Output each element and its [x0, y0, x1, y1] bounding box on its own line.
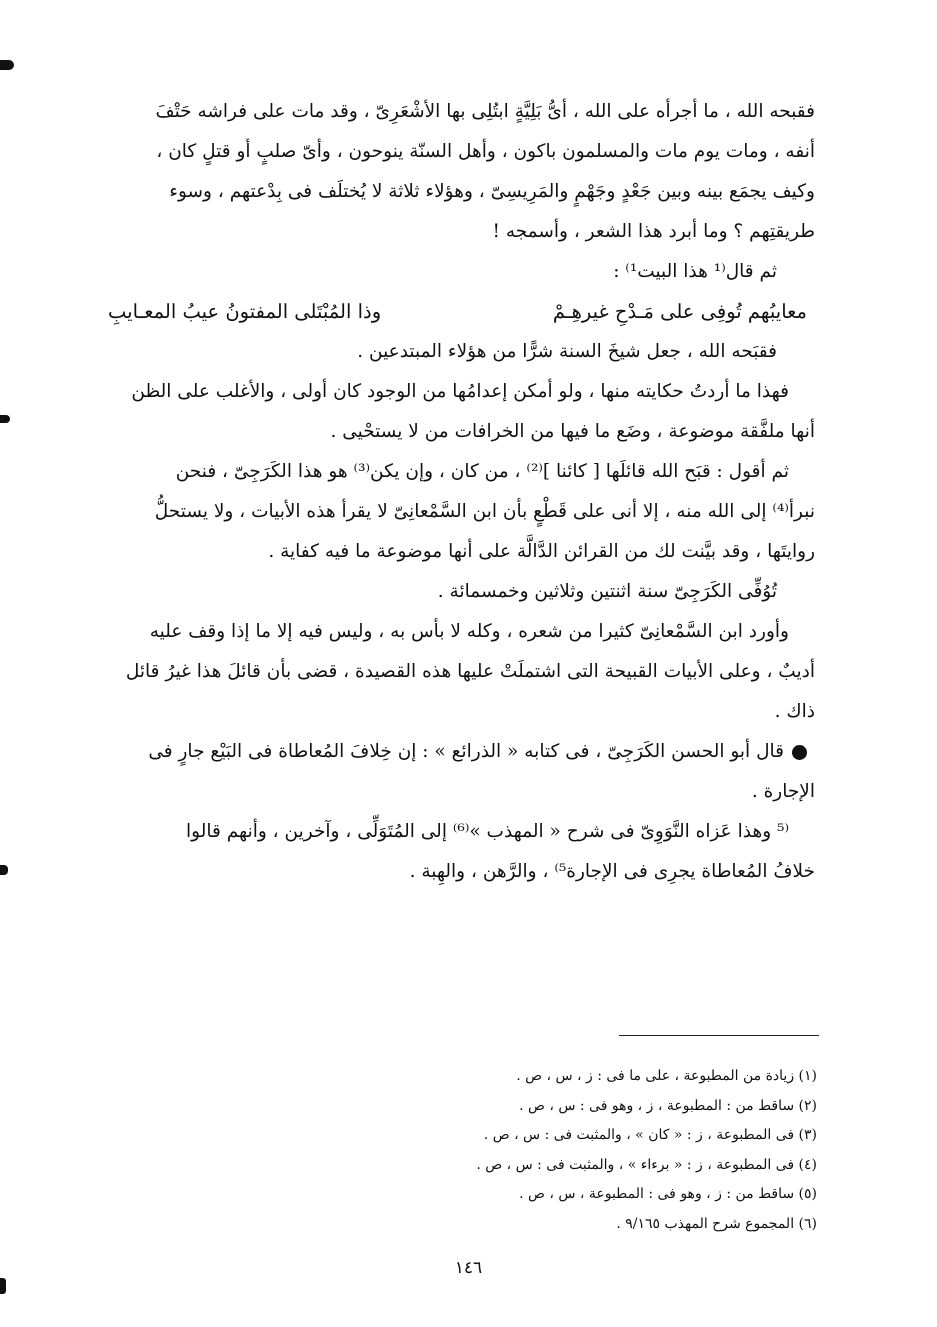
footnote: (٣) فى المطبوعة ، ز : « كان » ، والمثبت فى : س ، ص . — [483, 1127, 817, 1143]
scan-edge-mark — [0, 60, 14, 70]
text-line: وأورد ابن السَّمْعانِىّ كثيرا من شعره ، وكله لا بأس به ، وليس فيه إلا ما إذا وقف عليه — [149, 621, 789, 642]
text-line: نبرأ⁽⁴⁾ إلى الله منه ، إلا أنى على قَطْعٍ بأن ابن السَّمْعانِىّ لا يقرأ هذه الأبيات ، ولا يستحلُّ — [154, 501, 815, 522]
text-line: ثم أقول : قبَح الله قائلَها [ كائنا ]⁽²⁾ ، من كان ، وإن يكن⁽³⁾ هو هذا الكَرَجِىّ ، فنحن — [175, 461, 789, 482]
footnote: (٦) المجموع شرح المهذب ٩/١٦٥ . — [616, 1215, 817, 1232]
text-line: روايتَها ، وقد بيَّنت لك من القرائن الدَّالَّة على أنها موضوعة ما فيه كفاية . — [268, 541, 815, 562]
footnote-divider — [619, 1035, 819, 1036]
verse-hemistich-first: معايبُهم تُوفِى على مَـدْحِ غيرهِـمْ — [552, 300, 807, 323]
text-line: الإجارة . — [751, 781, 815, 802]
scan-edge-mark — [0, 865, 8, 875]
footnote: (٤) فى المطبوعة ، ز : « برءاء » ، والمثبت فى : س ، ص . — [476, 1156, 817, 1173]
text-line: ⁽⁵ وهذا عَزاه النَّوَوِىّ فى شرح « المهذب »⁽⁶⁾ إلى المُتَوَلِّى ، وآخرين ، وأنهم قالوا — [186, 821, 789, 842]
page-number: ١٤٦ — [454, 1258, 483, 1278]
text-line: وكيف يجمَع بينه وبين جَعْدٍ وجَهْمٍ والمَرِيسِىّ ، وهؤلاء ثلاثة لا يُختلَف فى بِدْعتهم ، وسوء — [169, 181, 815, 202]
bullet-icon — [792, 745, 807, 760]
text-line: أنها ملفَّقة موضوعة ، وضَع ما فيها من الخرافات من لا يستحْيى . — [330, 421, 815, 442]
page-body — [90, 92, 815, 892]
footnote: (٢) ساقط من : المطبوعة ، ز ، وهو فى : س ، ص . — [519, 1097, 817, 1114]
text-line: خلافُ المُعاطاة يجرِى فى الإجارة⁵⁾ ، والرَّهن ، والهِبة . — [409, 861, 815, 882]
footnote: (١) زيادة من المطبوعة ، على ما فى : ز ، س ، ص . — [516, 1068, 817, 1084]
text-line: ثم قال⁽¹ هذا البيت¹⁾ : — [613, 261, 777, 282]
text-line: طريقتِهم ؟ وما أبرد هذا الشعر ، وأسمجه ! — [492, 221, 815, 242]
text-line: أديبٌ ، وعلى الأبيات القبيحة التى اشتملَتْ عليها هذه القصيدة ، قضى بأن قائلَ هذا غيرُ قائل — [125, 661, 815, 682]
text-line: تُوُفِّى الكَرَجِىّ سنة اثنتين وثلاثين وخمسمائة . — [437, 581, 777, 602]
scan-edge-mark — [0, 1278, 6, 1294]
verse-line — [90, 292, 815, 332]
text-line: فقبَحه الله ، جعل شيخَ السنة شرًّا من هؤلاء المبتدعين . — [357, 341, 777, 362]
verse-hemistich-second: وذا المُبْتَلى المفتونُ عيبُ المعـايبِ — [108, 300, 382, 323]
footnote: (٥) ساقط من : ز ، وهو فى : المطبوعة ، س ، ص . — [519, 1186, 817, 1202]
bullet-text: قال أبو الحسن الكَرَجِىّ ، فى كتابه « الذرائع » : إن خِلافَ المُعاطاة فى البَيْع جارٍ فى — [148, 741, 784, 762]
text-line: ذاك . — [774, 701, 815, 722]
text-line: فقبحه الله ، ما أجرأه على الله ، أىُّ بَلِيَّةٍ ابتُلِى بها الأشْعَرِىّ ، وقد مات على فراشه حَتْفَ — [155, 101, 815, 122]
text-line: فهذا ما أردتُ حكايته منها ، ولو أمكن إعدامُها من الوجود كان أولى ، والأغلب على الظن — [131, 381, 789, 402]
footnotes — [397, 1062, 817, 1239]
bullet-paragraph — [90, 732, 815, 772]
scan-edge-mark — [0, 415, 10, 423]
text-line: أنفه ، ومات يوم مات والمسلمون باكون ، وأهل السنّة ينوحون ، وأىّ صلبٍ أو قتلٍ كان ، — [156, 141, 815, 162]
